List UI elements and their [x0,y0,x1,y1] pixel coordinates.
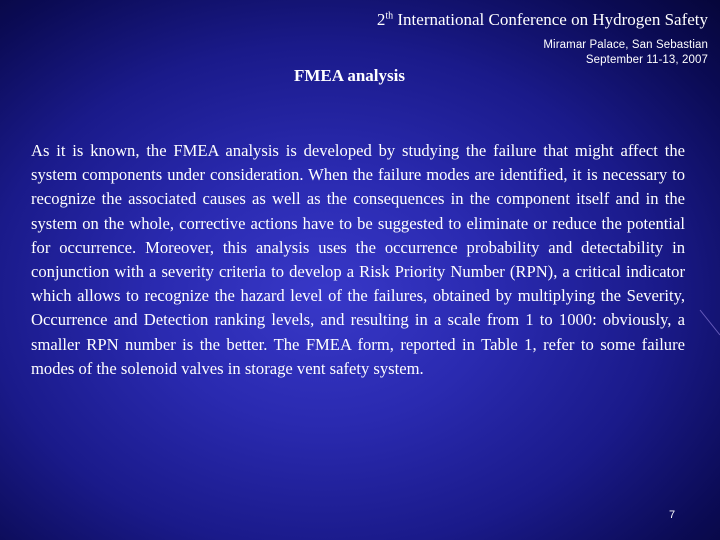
page-number: 7 [669,509,676,521]
conference-name: International Conference on Hydrogen Safety [393,10,708,29]
conference-ordinal-suffix: th [385,10,394,22]
venue-info [543,38,708,68]
slide-title: FMEA analysis [294,66,405,85]
venue-dates: September 11-13, 2007 [585,54,708,66]
conference-title [377,10,708,30]
body-paragraph: As it is known, the FMEA analysis is developed by studying the failure that might affect the system components under consideration. When the failure modes are identified, it is necessary to recognize the associated causes as well as the consequences in the component itself and in the system on the whole, corrective actions have to be suggested to eliminate or reduce the potential for occurrence. Moreover, this analysis uses the occurrence probability and detectability in conjunction with a severity criteria to develop a Risk Priority Number (RPN), a critical indicator which allows to recognize the hazard level of the failures, obtained by multiplying the Severity, Occurrence and Detection ranking levels, and resulting in a scale from 1 to 1000: obviously, a smaller RPN number is the better. The FMEA form, reported in Table 1, refer to some failure modes of the solenoid valves in storage vent safety system. [31,141,685,378]
conference-number: 2 [376,10,386,29]
venue-location: Miramar Palace, San Sebastian [543,39,708,51]
